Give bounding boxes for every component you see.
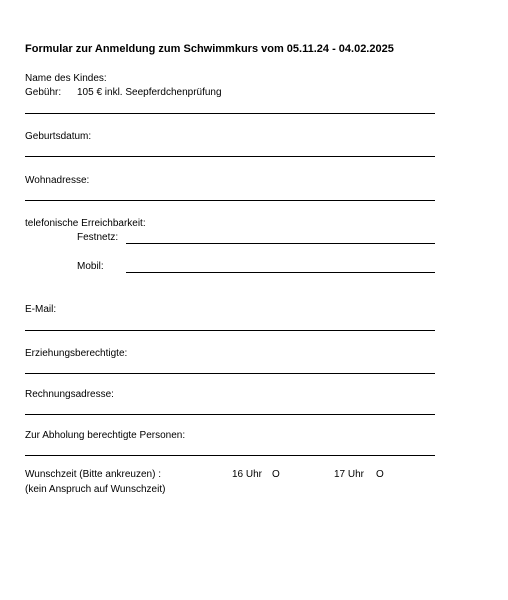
landline-label: Festnetz: (77, 232, 119, 243)
billing-line (25, 414, 435, 415)
address-label: Wohnadresse: (25, 175, 90, 186)
birthdate-line (25, 156, 435, 157)
guardians-label: Erziehungsberechtigte: (25, 348, 128, 359)
child-name-line (25, 113, 435, 114)
time-option-17: 17 Uhr (334, 469, 365, 480)
pickup-line (25, 455, 435, 456)
time-option-16: 16 Uhr (232, 469, 263, 480)
time-option-16-checkbox[interactable]: O (272, 469, 280, 480)
mobile-line (126, 272, 435, 273)
child-name-label: Name des Kindes: (25, 73, 107, 84)
time-option-17-checkbox[interactable]: O (376, 469, 384, 480)
email-line (25, 330, 435, 331)
time-label: Wunschzeit (Bitte ankreuzen) : (25, 469, 161, 480)
address-line (25, 200, 435, 201)
birthdate-label: Geburtsdatum: (25, 131, 92, 142)
billing-label: Rechnungsadresse: (25, 389, 114, 400)
fee-label: Gebühr: (25, 87, 62, 98)
email-label: E-Mail: (25, 304, 57, 315)
fee-value: 105 € inkl. Seepferdchenprüfung (77, 87, 222, 98)
guardians-line (25, 373, 435, 374)
form-title: Formular zur Anmeldung zum Schwimmkurs vom 05.11.24 - 04.02.2025 (25, 43, 394, 55)
pickup-label: Zur Abholung berechtigte Personen: (25, 430, 186, 441)
phone-label: telefonische Erreichbarkeit: (25, 218, 146, 229)
time-note: (kein Anspruch auf Wunschzeit) (25, 484, 166, 495)
landline-line (126, 243, 435, 244)
mobile-label: Mobil: (77, 261, 104, 272)
